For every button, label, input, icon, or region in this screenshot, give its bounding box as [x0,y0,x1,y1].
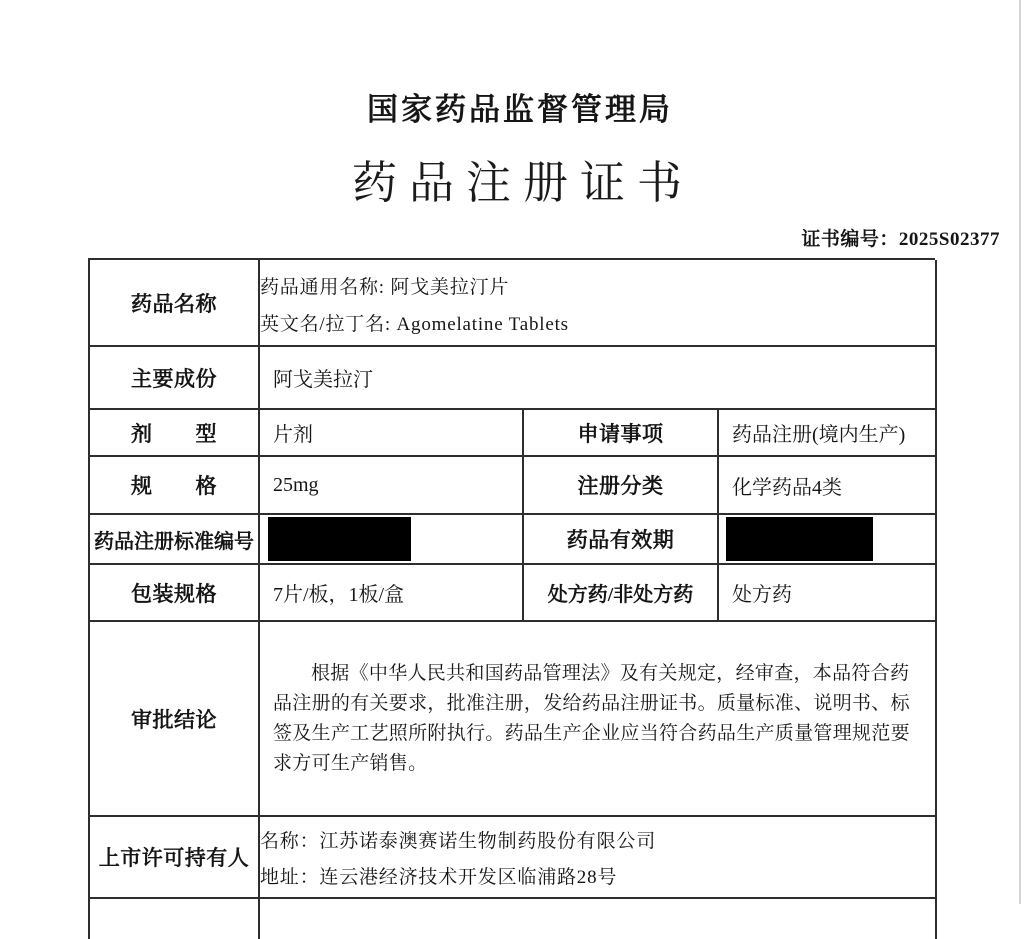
row-spec-value: 25mg [260,457,524,515]
row-holder-value [260,817,937,899]
redaction-box-validity [726,517,873,561]
certificate-number-label: 证书编号： [801,229,899,250]
row-drug-name-label: 药品名称 [90,260,260,347]
row-ingredient-value: 阿戈美拉汀 [260,347,937,410]
row-spec-label: 规 格 [90,457,260,515]
row-rx-type-label: 处方药/非处方药 [524,565,719,622]
row-reg-class-label: 注册分类 [524,457,719,515]
row-application-value: 药品注册(境内生产) [719,410,937,457]
row-conclusion-value [260,622,937,817]
row-application-label: 申请事项 [524,410,719,457]
row-package-value: 7片/板，1板/盒 [260,565,524,622]
row-package-label: 包装规格 [90,565,260,622]
row-validity-label: 药品有效期 [524,515,719,565]
table-next-row-stub-value [260,899,937,939]
table-next-row-stub-label [90,899,260,939]
holder-name: 名称：江苏诺泰澳赛诺生物制药股份有限公司 [260,830,657,852]
row-reg-class-value: 化学药品4类 [719,457,937,515]
registration-table [88,258,935,939]
row-conclusion-label: 审批结论 [90,622,260,817]
approval-conclusion-text: 根据《中华人民共和国药品管理法》及有关规定，经审查，本品符合药品注册的有关要求，批准注册，发给药品注册证书。质量标准、说明书、标签及生产工艺照所附执行。药品生产企业应当符合药品生产质量管理规范要求方可生产销售。 [273,662,910,774]
row-validity-value [719,515,937,565]
row-dosage-form-label: 剂 型 [90,410,260,457]
row-std-no-label: 药品注册标准编号 [90,515,260,565]
agency-title: 国家药品监督管理局 [367,92,673,127]
certificate-number-value: 2025S02377 [898,229,1000,250]
drug-generic-name: 药品通用名称: 阿戈美拉汀片 [260,277,510,298]
redaction-box-std-no [268,517,411,561]
row-rx-type-value: 处方药 [719,565,937,622]
drug-english-name: 英文名/拉丁名: Agomelatine Tablets [260,314,569,335]
scan-page-edge-line [1019,0,1021,904]
row-drug-name-value [260,260,937,347]
row-std-no-value [260,515,524,565]
certificate-number [801,224,1000,251]
holder-address: 地址：连云港经济技术开发区临浦路28号 [260,866,618,888]
document-title: 药品注册证书 [351,158,694,208]
row-dosage-form-value: 片剂 [260,410,524,457]
row-holder-label: 上市许可持有人 [90,817,260,899]
row-ingredient-label: 主要成份 [90,347,260,410]
